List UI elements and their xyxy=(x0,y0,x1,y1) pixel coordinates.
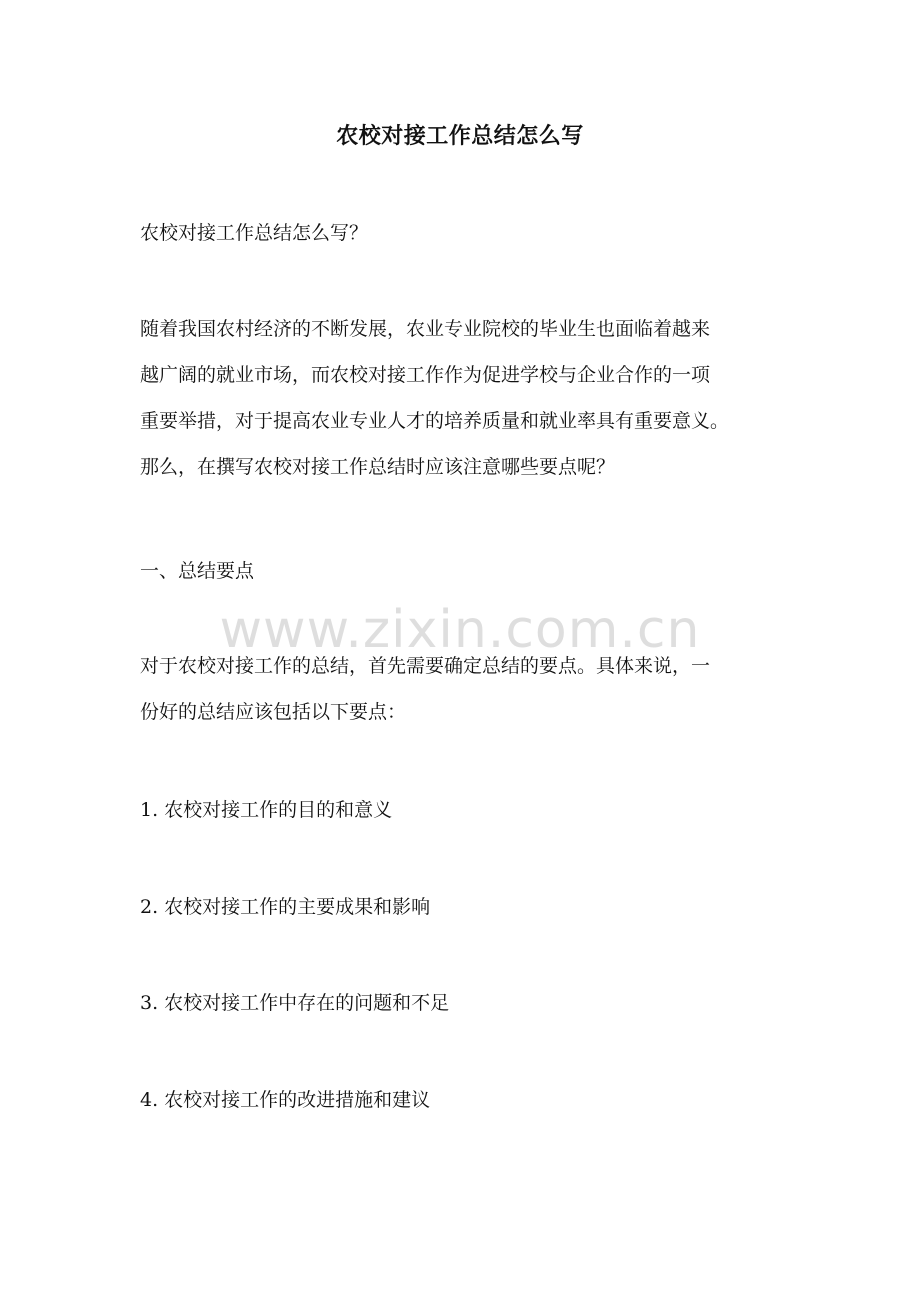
list-item: 3. 农校对接工作中存在的问题和不足 xyxy=(140,992,450,1014)
section-heading: 一、总结要点 xyxy=(140,560,255,582)
section-paragraph xyxy=(140,643,795,735)
intro-line: 重要举措，对于提高农业专业人才的培养质量和就业率具有重要意义。 xyxy=(140,410,730,432)
list-item: 2. 农校对接工作的主要成果和影响 xyxy=(140,896,431,918)
list-item: 4. 农校对接工作的改进措施和建议 xyxy=(140,1089,431,1111)
list-item: 1. 农校对接工作的目的和意义 xyxy=(140,799,393,821)
intro-line: 随着我国农村经济的不断发展，农业专业院校的毕业生也面临着越来 xyxy=(140,318,711,340)
intro-line: 越广阔的就业市场，而农校对接工作作为促进学校与企业合作的一项 xyxy=(140,364,711,386)
section-line: 对于农校对接工作的总结，首先需要确定总结的要点。具体来说，一 xyxy=(140,655,711,677)
document-subtitle: 农校对接工作总结怎么写？ xyxy=(140,222,369,244)
section-line: 份好的总结应该包括以下要点： xyxy=(140,701,407,723)
intro-paragraph xyxy=(140,306,795,490)
watermark: www.zixin.com.cn xyxy=(219,600,701,660)
intro-line: 那么，在撰写农校对接工作总结时应该注意哪些要点呢？ xyxy=(140,456,616,478)
document-title: 农校对接工作总结怎么写 xyxy=(336,123,584,149)
